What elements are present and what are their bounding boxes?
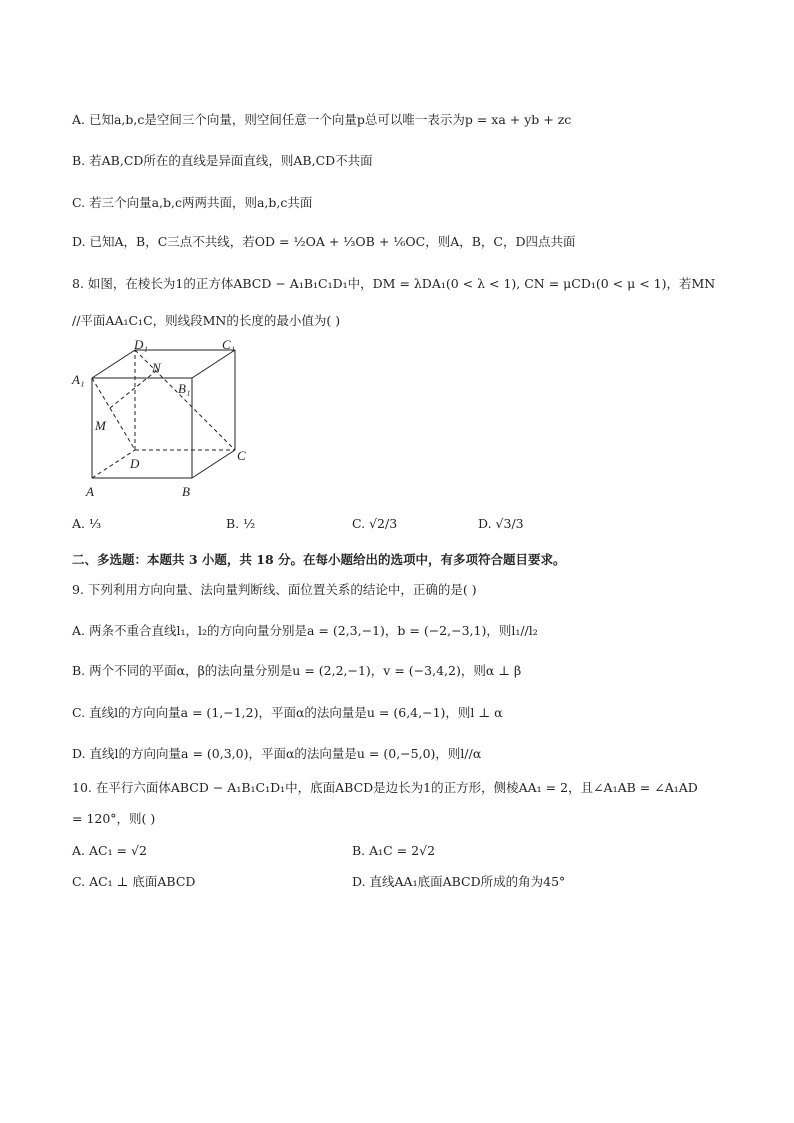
q7-option-c: C. 若三个向量a,b,c两两共面，则a,b,c共面 [72,195,313,210]
q8-option-a: A. ⅓ [72,516,102,531]
q8-option-b: B. ½ [226,516,256,531]
q8-option-d: D. √3/3 [478,516,524,531]
q9-stem: 9. 下列利用方向向量、法向量判断线、面位置关系的结论中，正确的是( ) [72,582,477,597]
diagonal-A1-D [92,378,135,450]
segment-M-N [110,371,156,408]
q10-option-a: A. AC₁ = √2 [72,843,147,858]
q8-option-c: C. √2/3 [352,516,398,531]
q8-stem-line1: 8. 如图，在棱长为1的正方体ABCD − A₁B₁C₁D₁中，DM = λDA₁(0 < λ < 1), CN = μCD₁(0 < μ < 1)，若MN [72,276,716,291]
q10-option-d: D. 直线AA₁底面ABCD所成的角为45° [352,874,566,889]
q10-stem-line1: 10. 在平行六面体ABCD − A₁B₁C₁D₁中，底面ABCD是边长为1的正方形，侧棱AA₁ = 2，且∠A₁AB = ∠A₁AD [72,780,698,795]
label-b1: B₁ [178,381,191,396]
label-m: M [95,418,106,433]
label-d1: D₁ [134,337,148,352]
label-b: B [182,484,190,499]
q9-option-b: B. 两个不同的平面α，β的法向量分别是u = (2,2,−1)，v = (−3,4,2)，则α ⊥ β [72,663,522,678]
hidden-edge-A-D [92,450,135,478]
q9-option-d: D. 直线l的方向向量a = (0,3,0)，平面α的法向量是u = (0,−5,0)，则l//α [72,746,482,761]
edge-B-C [192,450,235,478]
edge-B1-C1 [192,350,235,378]
q8-stem-line2: //平面AA₁C₁C，则线段MN的长度的最小值为( ) [72,313,341,328]
cube-figure [68,334,268,504]
label-c1: C₁ [222,337,236,352]
label-a: A [86,484,94,499]
label-n: N [152,360,161,375]
label-d: D [130,456,140,471]
q9-option-c: C. 直线l的方向向量a = (1,−1,2)，平面α的法向量是u = (6,4,−1)，则l ⊥ α [72,705,503,720]
q10-option-b: B. A₁C = 2√2 [352,843,436,858]
label-a1: A₁ [72,372,85,387]
label-c: C [237,448,246,463]
q7-option-d: D. 已知A，B，C三点不共线，若OD = ½OA + ⅓OB + ⅙OC，则A，B，C，D四点共面 [72,234,576,249]
q7-option-a: A. 已知a,b,c是空间三个向量，则空间任意一个向量p总可以唯一表示为p = xa + yb + zc [72,112,572,127]
edge-A1-D1 [92,350,135,378]
section-two-heading: 二、多选题：本题共 3 小题，共 18 分。在每小题给出的选项中，有多项符合题目要求。 [72,552,566,567]
q7-option-b: B. 若AB,CD所在的直线是异面直线，则AB,CD不共面 [72,153,373,168]
q10-option-c: C. AC₁ ⊥ 底面ABCD [72,874,196,889]
q9-option-a: A. 两条不重合直线l₁，l₂的方向向量分别是a = (2,3,−1)，b = (−2,−3,1)，则l₁//l₂ [72,623,538,638]
q10-stem-line2: = 120°，则( ) [72,811,156,826]
diagonal-D1-C [135,350,235,450]
